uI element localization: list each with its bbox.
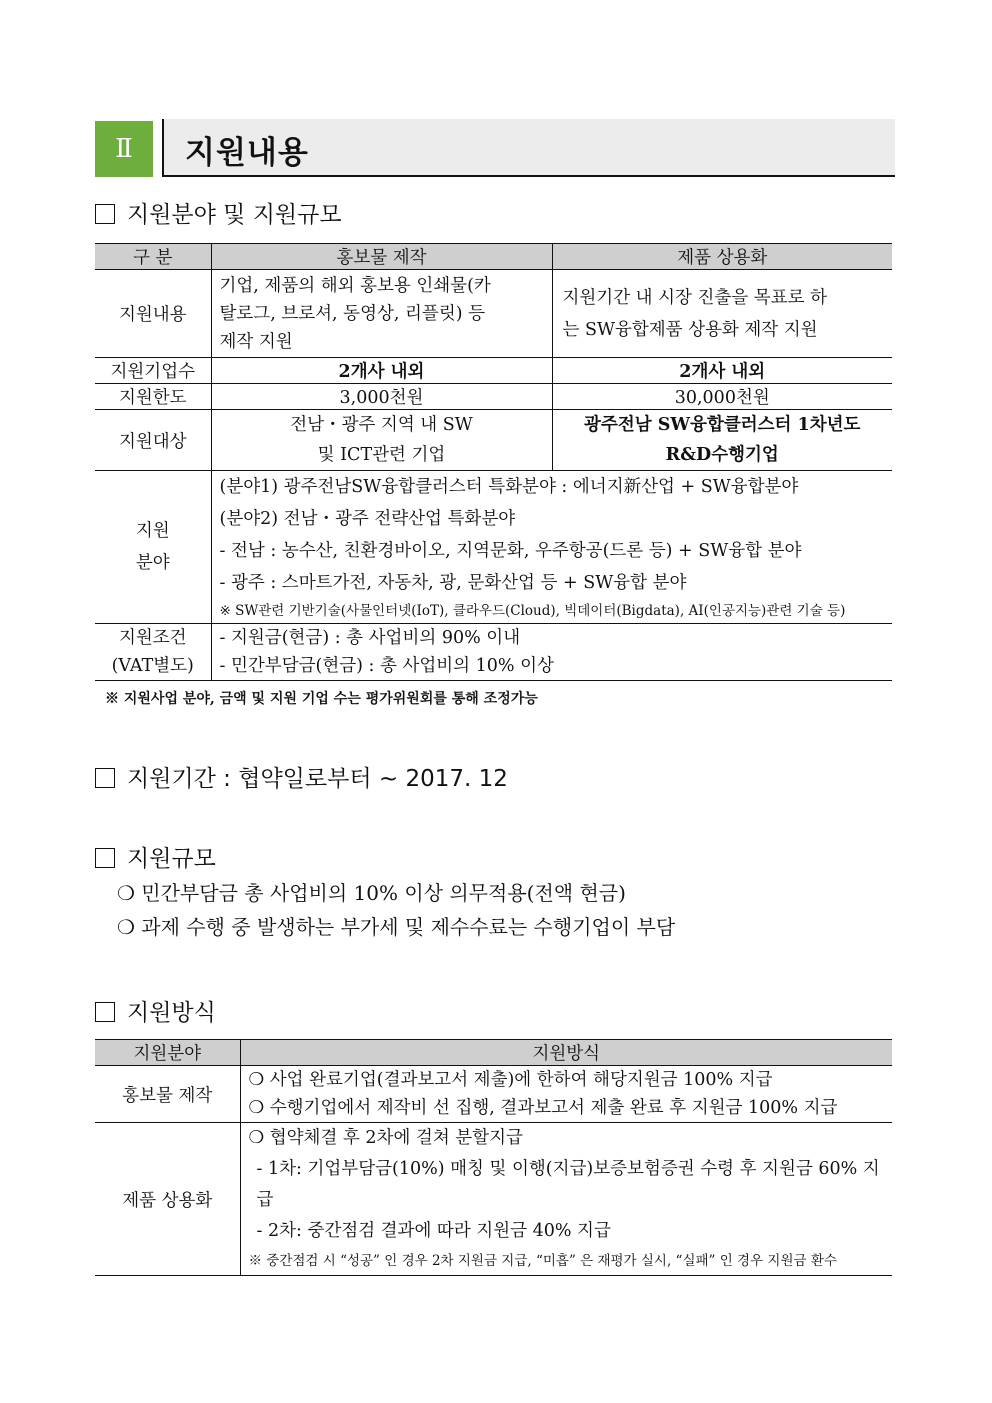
limit-commercial: 30,000천원 bbox=[552, 384, 892, 410]
header-commercial: 제품 상용화 bbox=[552, 244, 892, 270]
section-heading-period bbox=[95, 760, 508, 793]
support-area-table bbox=[95, 243, 892, 681]
table-header-row bbox=[95, 1040, 892, 1066]
footnote: ※ 지원사업 분야, 금액 및 지원 기업 수는 평가위원회를 통해 조정가능 bbox=[105, 691, 538, 707]
page-title: 지원내용 bbox=[185, 135, 309, 171]
text-line: - 광주 : 스마트가전, 자동차, 광, 문화산업 등 + SW융합 분야 bbox=[219, 573, 687, 593]
section-title-bar bbox=[95, 119, 895, 177]
text-line: 는 SW융합제품 상용화 제작 지원 bbox=[562, 319, 818, 340]
text-line: ❍ 수행기업에서 제작비 선 집행, 결과보고서 제출 완료 후 지원금 100% 지급 bbox=[248, 1098, 838, 1118]
table-row-promo bbox=[95, 1066, 892, 1123]
text-line: - 민간부담금(현금) : 총 사업비의 10% 이상 bbox=[219, 656, 554, 676]
checkbox-square-icon bbox=[95, 1002, 115, 1022]
table-row-content bbox=[95, 270, 892, 358]
heading-text: 지원방식 bbox=[127, 1000, 216, 1026]
content-commercial bbox=[552, 270, 892, 358]
section-heading-method bbox=[95, 994, 216, 1027]
count-promo: 2개사 내외 bbox=[211, 358, 552, 384]
field-note: ※ SW관련 기반기술(사물인터넷(IoT), 클라우드(Cloud), 빅데이터(Bigdata), AI(인공지능)관련 기술 등) bbox=[219, 603, 846, 619]
text-line: 탈로그, 브로셔, 동영상, 리플릿) 등 bbox=[219, 303, 486, 324]
table-row-commercial bbox=[95, 1123, 892, 1276]
text-line: R&D수행기업 bbox=[665, 445, 779, 465]
text-line: (분야1) 광주전남SW융합클러스터 특화분야 : 에너지新산업 + SW융합분야 bbox=[219, 477, 799, 497]
text-line: - 1차: 기업부담금(10%) 매칭 및 이행(지급)보증보험증권 수령 후 지원금 60% 지급 bbox=[256, 1159, 880, 1210]
list-item: ❍ 과제 수행 중 발생하는 부가세 및 제수수료는 수행기업이 부담 bbox=[117, 915, 676, 939]
heading-text: 지원기간 : 협약일로부터 ~ 2017. 12 bbox=[127, 766, 508, 792]
target-promo bbox=[211, 410, 552, 471]
text-line: 전남・광주 지역 내 SW bbox=[290, 415, 473, 435]
text-line: - 2차: 중간점검 결과에 따라 지원금 40% 지급 bbox=[256, 1221, 611, 1241]
method-commercial bbox=[240, 1123, 892, 1276]
text-line: - 지원금(현금) : 총 사업비의 90% 이내 bbox=[219, 628, 521, 648]
table-row-field bbox=[95, 471, 892, 624]
row-label: 지원한도 bbox=[95, 384, 211, 410]
text-line: 광주전남 SW융합클러스터 1차년도 bbox=[584, 415, 861, 435]
table-row-count bbox=[95, 358, 892, 384]
checkbox-square-icon bbox=[95, 768, 115, 788]
count-commercial: 2개사 내외 bbox=[552, 358, 892, 384]
row-label bbox=[95, 471, 211, 624]
title-underline bbox=[162, 175, 895, 177]
limit-promo: 3,000천원 bbox=[211, 384, 552, 410]
support-method-table bbox=[95, 1039, 892, 1276]
row-label: 지원내용 bbox=[95, 270, 211, 358]
table-row-condition bbox=[95, 624, 892, 681]
text-line: ❍ 사업 완료기업(결과보고서 제출)에 한하여 해당지원금 100% 지급 bbox=[248, 1070, 773, 1090]
condition-content bbox=[211, 624, 892, 681]
table-row-limit bbox=[95, 384, 892, 410]
target-commercial bbox=[552, 410, 892, 471]
header-promo: 홍보물 제작 bbox=[211, 244, 552, 270]
section-number-badge: Ⅱ bbox=[95, 121, 153, 177]
checkbox-square-icon bbox=[95, 204, 115, 224]
content-promo bbox=[211, 270, 552, 358]
label-line: 지원조건 bbox=[118, 628, 187, 648]
text-line: 지원기간 내 시장 진출을 목표로 하 bbox=[562, 287, 827, 308]
row-label: 홍보물 제작 bbox=[95, 1066, 240, 1123]
table-header-row bbox=[95, 244, 892, 270]
table-row-target bbox=[95, 410, 892, 471]
section-heading-scale bbox=[95, 840, 216, 873]
scale-bullets bbox=[117, 876, 675, 944]
text-line: (분야2) 전남・광주 전략산업 특화분야 bbox=[219, 509, 516, 529]
header-area: 지원분야 bbox=[95, 1040, 240, 1066]
field-content bbox=[211, 471, 892, 624]
header-method: 지원방식 bbox=[240, 1040, 892, 1066]
text-line: 기업, 제품의 해외 홍보용 인쇄물(카 bbox=[219, 275, 491, 296]
header-category: 구 분 bbox=[95, 244, 211, 270]
title-divider bbox=[162, 119, 164, 177]
method-note: ※ 중간점검 시 “성공” 인 경우 2차 지원금 지급, “미흡” 은 재평가 실시, “실패” 인 경우 지원금 환수 bbox=[248, 1253, 837, 1269]
row-label: 지원기업수 bbox=[95, 358, 211, 384]
text-line: - 전남 : 농수산, 친환경바이오, 지역문화, 우주항공(드론 등) + SW융합 분야 bbox=[219, 541, 802, 561]
checkbox-square-icon bbox=[95, 848, 115, 868]
row-label: 지원대상 bbox=[95, 410, 211, 471]
text-line: 및 ICT관련 기업 bbox=[317, 445, 446, 465]
text-line: ❍ 협약체결 후 2차에 걸쳐 분할지급 bbox=[248, 1128, 523, 1148]
method-promo bbox=[240, 1066, 892, 1123]
row-label: 제품 상용화 bbox=[95, 1123, 240, 1276]
text-line: 제작 지원 bbox=[219, 331, 293, 352]
row-label bbox=[95, 624, 211, 681]
list-item: ❍ 민간부담금 총 사업비의 10% 이상 의무적용(전액 현금) bbox=[117, 881, 626, 905]
heading-text: 지원분야 및 지원규모 bbox=[127, 202, 342, 228]
section-heading-support-area bbox=[95, 196, 342, 229]
heading-text: 지원규모 bbox=[127, 846, 216, 872]
label-line: (VAT별도) bbox=[111, 656, 194, 676]
label-line: 분야 bbox=[135, 553, 170, 573]
label-line: 지원 bbox=[135, 521, 170, 541]
